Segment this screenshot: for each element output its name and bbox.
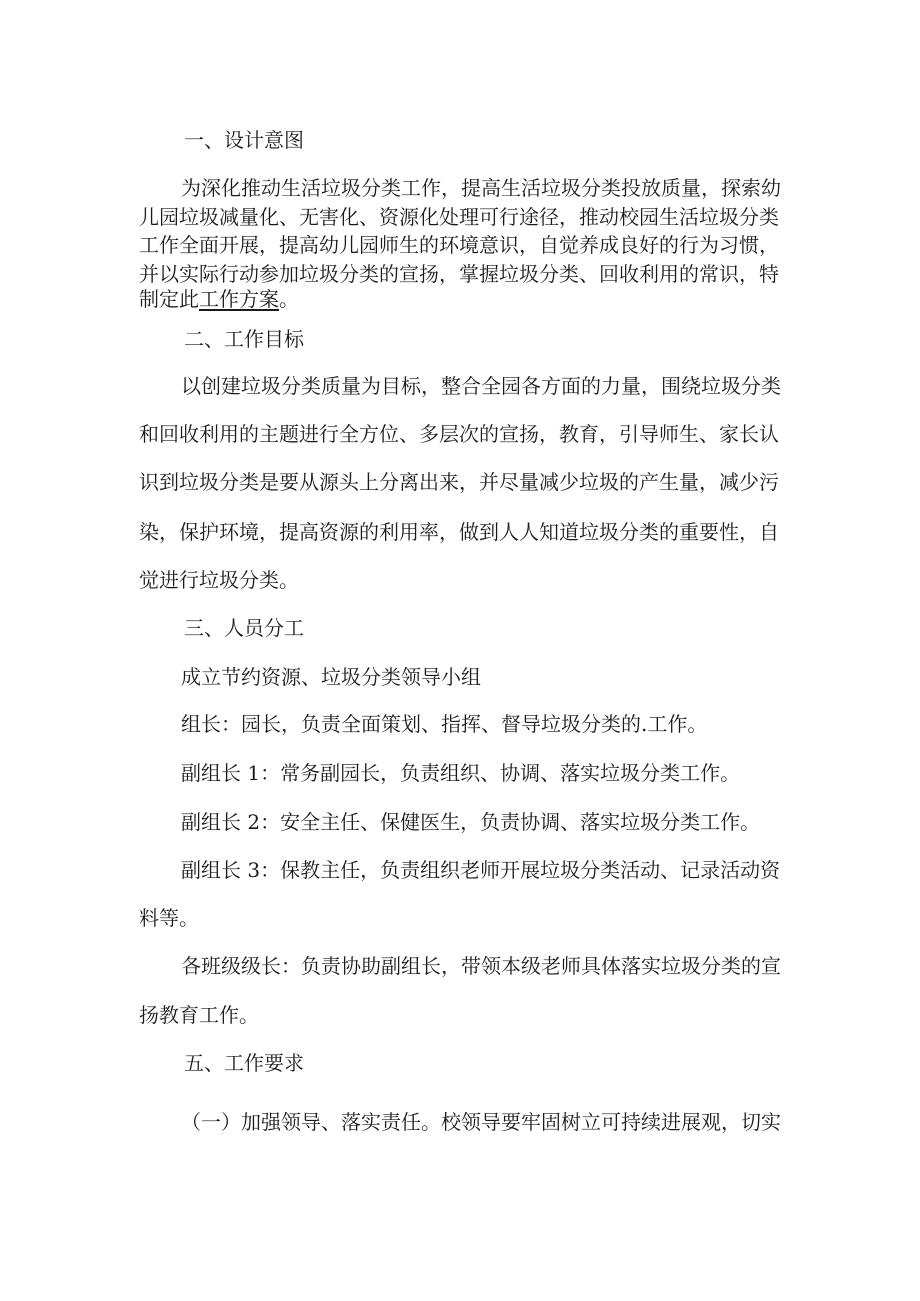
staff-deputy-2-line: 副组长 2：安全主任、保健医生，负责协调、落实垃圾分类工作。: [181, 810, 761, 834]
paragraph-text: 制定此: [139, 287, 199, 311]
paragraph-line: 并以实际行动参加垃圾分类的宣扬，掌握垃圾分类、回收利用的常识，特: [139, 262, 779, 286]
work-plan-link[interactable]: 工作方案: [199, 287, 279, 311]
paragraph-line: 工作全面开展，提高幼儿园师生的环境意识，自觉养成良好的行为习惯，: [139, 233, 779, 257]
staff-class-leader-line: 各班级级长：负责协助副组长，带领本级老师具体落实垃圾分类的宣: [181, 954, 781, 978]
paragraph-text: 。: [279, 287, 299, 311]
paragraph-line: 染，保护环境，提高资源的利用率，做到人人知道垃圾分类的重要性，自: [139, 520, 779, 544]
staff-deputy-1-line: 副组长 1：常务副园长，负责组织、协调、落实垃圾分类工作。: [181, 761, 741, 785]
paragraph-line: 觉进行垃圾分类。: [139, 568, 299, 592]
staff-class-leader-line: 扬教育工作。: [139, 1003, 259, 1027]
staff-leader-line: 组长：园长，负责全面策划、指挥、督导垃圾分类的.工作。: [181, 712, 708, 736]
paragraph-line: 以创建垃圾分类质量为目标，整合全园各方面的力量，围绕垃圾分类: [181, 374, 781, 398]
paragraph-line: 识到垃圾分类是要从源头上分离出来，并尽量减少垃圾的产生量，减少污: [139, 470, 779, 494]
paragraph-line: 和回收利用的主题进行全方位、多层次的宣扬，教育，引导师生、家长认: [139, 422, 779, 446]
section-heading-design-intent: 一、设计意图: [184, 128, 304, 152]
staff-deputy-3-line: 副组长 3：保教主任，负责组织老师开展垃圾分类活动、记录活动资: [181, 858, 781, 882]
paragraph-line: [139, 287, 299, 311]
paragraph-line: 为深化推动生活垃圾分类工作，提高生活垃圾分类投放质量，探索幼: [181, 176, 781, 200]
section-heading-staff-division: 三、人员分工: [184, 616, 304, 640]
paragraph-line: 儿园垃圾减量化、无害化、资源化处理可行途径，推动校园生活垃圾分类: [139, 205, 779, 229]
section-heading-work-goals: 二、工作目标: [184, 327, 304, 351]
staff-deputy-3-line: 料等。: [139, 906, 199, 930]
requirement-line: （一）加强领导、落实责任。校领导要牢固树立可持续进展观，切实: [181, 1110, 781, 1134]
staff-group-line: 成立节约资源、垃圾分类领导小组: [181, 665, 481, 689]
section-heading-work-requirements: 五、工作要求: [184, 1051, 304, 1075]
